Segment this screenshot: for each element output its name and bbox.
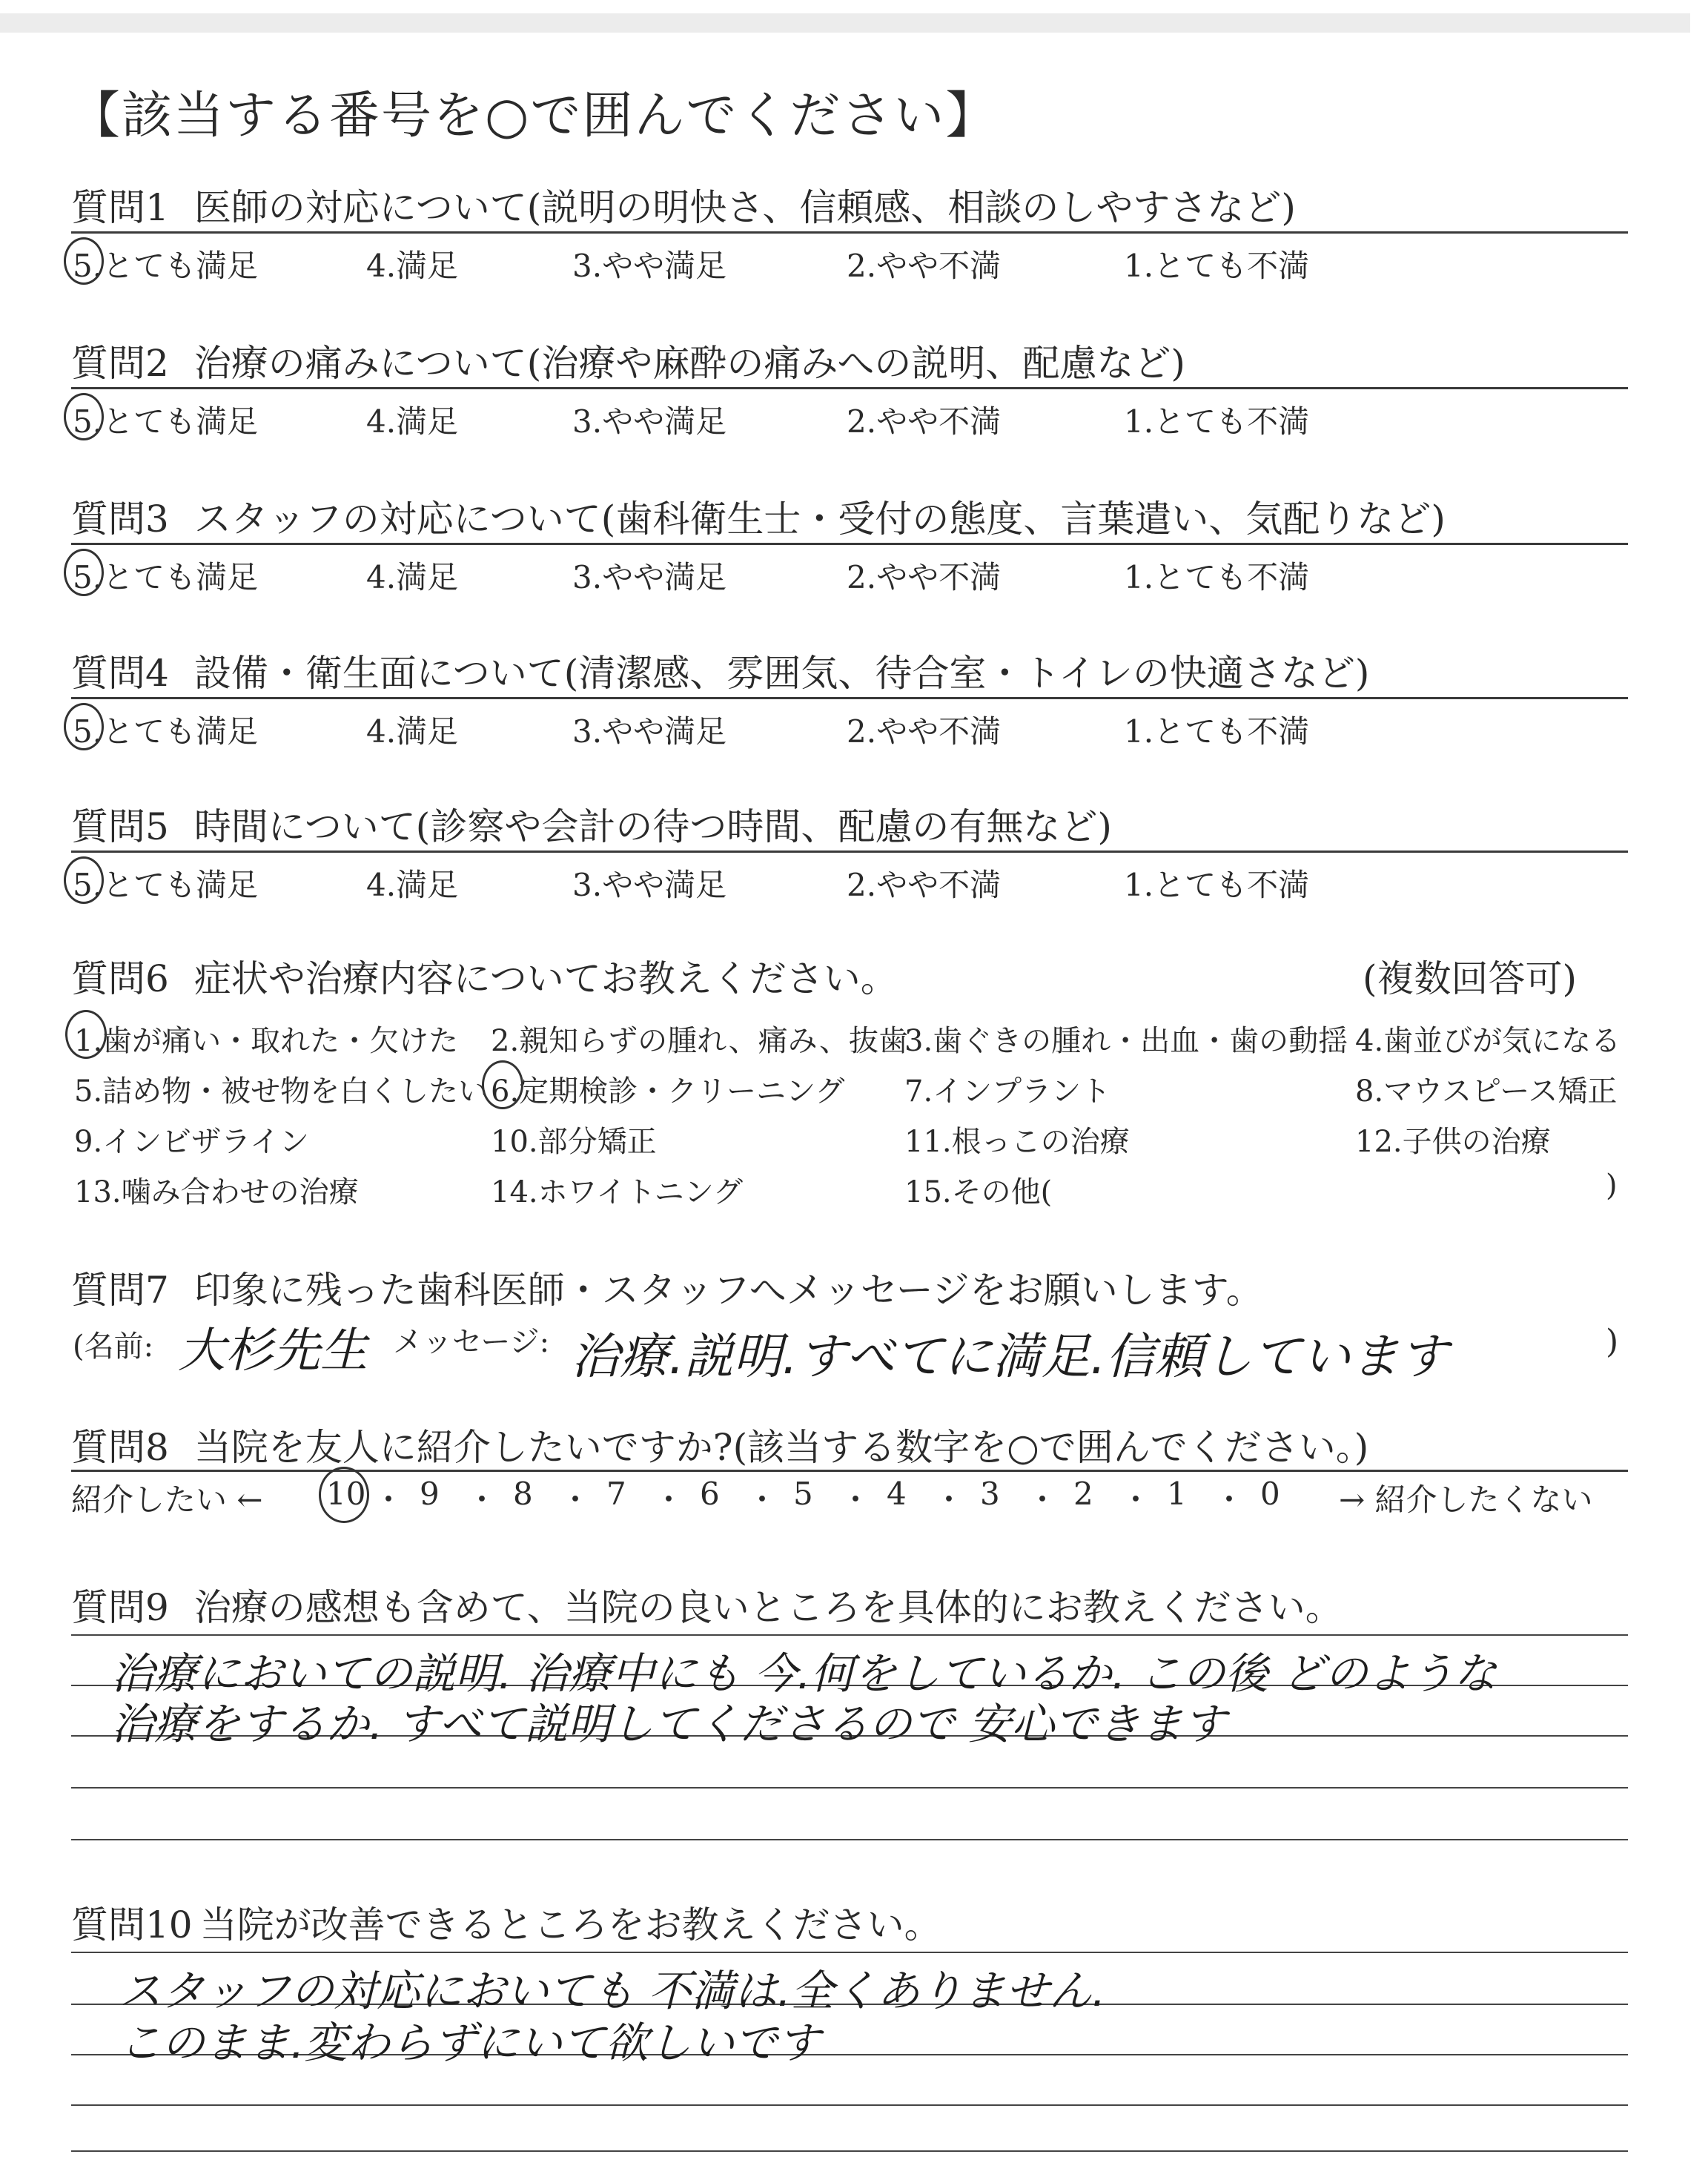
q8-label xyxy=(71,1418,1368,1471)
selection-circle xyxy=(64,703,104,750)
q6-option[interactable]: 15.その他( xyxy=(904,1175,1053,1209)
q10-line xyxy=(71,2104,1628,2106)
q3-label xyxy=(71,489,1446,543)
q7-text: 印象に残った歯科医師・スタッフへメッセージをお願いします。 xyxy=(193,1269,1263,1312)
q6-option[interactable]: 14.ホワイトニング xyxy=(491,1175,744,1209)
q6-option[interactable]: 8.マウスピース矯正 xyxy=(1355,1074,1618,1109)
q9-line xyxy=(71,1839,1628,1840)
q6-option[interactable]: 2.親知らずの腫れ、痛み、抜歯 xyxy=(491,1024,908,1058)
selection-circle xyxy=(64,393,104,440)
q7-label xyxy=(71,1261,1263,1314)
selection-circle xyxy=(482,1060,523,1109)
q6-option[interactable]: 6.定期検診・クリーニング xyxy=(491,1074,845,1109)
q10-answer-line: このまま.変わらずにいて欲しいです xyxy=(119,2018,821,2068)
scale-separator: ・ xyxy=(466,1482,498,1518)
scale-value[interactable]: 6 xyxy=(700,1476,720,1512)
rating-option[interactable]: 2.やや不満 xyxy=(847,713,1002,750)
rating-option[interactable]: 2.やや不満 xyxy=(847,248,1002,284)
scale-value[interactable]: 9 xyxy=(420,1476,440,1512)
rating-option[interactable]: 4.満足 xyxy=(366,559,459,595)
q3-text: スタッフの対応について(歯科衛生士・受付の態度、言葉遣い、気配りなど) xyxy=(193,498,1446,541)
q1-label xyxy=(71,178,1296,231)
rating-option[interactable]: 1.とても不満 xyxy=(1124,403,1310,440)
rating-option[interactable]: 5.とても満足 xyxy=(73,713,259,750)
q6-number: 質問6 xyxy=(71,957,169,1000)
rating-option[interactable]: 2.やや不満 xyxy=(847,559,1002,595)
q6-other-close-paren: ) xyxy=(1606,1169,1618,1203)
q10-answer-line: スタッフの対応においても 不満は.全くありません. xyxy=(119,1966,1106,2016)
rating-option[interactable]: 5.とても満足 xyxy=(73,248,259,284)
rating-option[interactable]: 1.とても不満 xyxy=(1124,248,1310,284)
q6-option[interactable]: 1.歯が痛い・取れた・欠けた xyxy=(74,1024,459,1058)
scale-value[interactable]: 7 xyxy=(606,1476,626,1512)
q9-answer-line: 治療においての説明. 治療中にも 今.何をしているか. この後 どのような xyxy=(111,1648,1497,1699)
selection-circle xyxy=(64,237,104,285)
rating-option[interactable]: 4.満足 xyxy=(366,248,459,284)
q4-number: 質問4 xyxy=(71,652,169,695)
scale-value[interactable]: 4 xyxy=(887,1476,907,1512)
q9-label xyxy=(71,1578,1343,1631)
scale-value[interactable]: 10 xyxy=(326,1476,366,1512)
q10-text: 当院が改善できるところをお教えください。 xyxy=(199,1903,941,1946)
q1-rule xyxy=(71,231,1628,234)
scale-separator: ・ xyxy=(1027,1482,1059,1518)
q8-text: 当院を友人に紹介したいですか?(該当する数字を○で囲んでください。) xyxy=(193,1426,1369,1469)
scale-value[interactable]: 1 xyxy=(1167,1476,1187,1512)
q6-option[interactable]: 11.根っこの治療 xyxy=(904,1125,1130,1159)
rating-option[interactable]: 5.とても満足 xyxy=(73,559,259,595)
q5-rule xyxy=(71,851,1628,853)
rating-option[interactable]: 3.やや満足 xyxy=(572,559,727,595)
q6-option[interactable]: 7.インプラント xyxy=(904,1074,1111,1109)
q2-rule xyxy=(71,387,1628,389)
q9-line xyxy=(71,1634,1628,1636)
scale-separator: ・ xyxy=(653,1482,685,1518)
scan-edge xyxy=(0,13,1690,33)
q7-close-paren: ) xyxy=(1606,1323,1619,1361)
q7-message-label: メッセージ: xyxy=(393,1325,550,1359)
scale-separator: ・ xyxy=(1214,1482,1245,1518)
rating-option[interactable]: 1.とても不満 xyxy=(1124,713,1310,750)
rating-option[interactable]: 5.とても満足 xyxy=(73,403,259,440)
rating-option[interactable]: 3.やや満足 xyxy=(572,867,727,903)
q9-text: 治療の感想も含めて、当院の良いところを具体的にお教えください。 xyxy=(193,1586,1343,1629)
selection-circle xyxy=(65,1010,107,1059)
rating-option[interactable]: 1.とても不満 xyxy=(1124,867,1310,903)
scale-value[interactable]: 2 xyxy=(1073,1476,1093,1512)
q8-number: 質問8 xyxy=(71,1426,169,1469)
rating-option[interactable]: 5.とても満足 xyxy=(73,867,259,903)
q9-line xyxy=(71,1787,1628,1789)
scale-separator: ・ xyxy=(560,1482,592,1518)
q6-note: (複数回答可) xyxy=(1363,957,1578,1000)
q6-option[interactable]: 5.詰め物・被せ物を白くしたい xyxy=(74,1074,489,1109)
q8-left-label: 紹介したい ← xyxy=(71,1482,263,1518)
scale-value[interactable]: 5 xyxy=(793,1476,813,1512)
rating-option[interactable]: 4.満足 xyxy=(366,403,459,440)
q7-name-label: (名前: xyxy=(73,1330,154,1364)
selection-circle xyxy=(64,549,104,596)
q6-option[interactable]: 3.歯ぐきの腫れ・出血・歯の動揺 xyxy=(904,1024,1348,1058)
q1-text: 医師の対応について(説明の明快さ、信頼感、相談のしやすさなど) xyxy=(193,186,1296,229)
scale-separator: ・ xyxy=(1120,1482,1152,1518)
q6-option[interactable]: 9.インビザライン xyxy=(74,1125,309,1159)
q6-option[interactable]: 4.歯並びが気になる xyxy=(1355,1024,1621,1058)
q10-line xyxy=(71,2150,1628,2152)
q3-rule xyxy=(71,543,1628,545)
scale-value[interactable]: 3 xyxy=(980,1476,1000,1512)
q2-text: 治療の痛みについて(治療や麻酔の痛みへの説明、配慮など) xyxy=(193,342,1185,385)
q2-label xyxy=(71,334,1185,387)
q7-name-value: 大杉先生 xyxy=(178,1324,368,1378)
q9-answer-line: 治療をするか. すべて説明してくださるので 安心できます xyxy=(111,1699,1227,1749)
scale-separator: ・ xyxy=(933,1482,965,1518)
q6-label xyxy=(71,949,898,1003)
rating-option[interactable]: 4.満足 xyxy=(366,713,459,750)
scale-value[interactable]: 8 xyxy=(513,1476,533,1512)
q10-number: 質問10 xyxy=(71,1903,193,1946)
q8-right-label: → 紹介したくない xyxy=(1339,1482,1593,1518)
rating-option[interactable]: 3.やや満足 xyxy=(572,248,727,284)
page-title: 【該当する番号を○で囲んでください】 xyxy=(70,87,998,145)
rating-option[interactable]: 2.やや不満 xyxy=(847,867,1002,903)
rating-option[interactable]: 2.やや不満 xyxy=(847,403,1002,440)
scale-value[interactable]: 0 xyxy=(1260,1476,1280,1512)
q4-text: 設備・衛生面について(清潔感、雰囲気、待合室・トイレの快適さなど) xyxy=(193,652,1370,695)
scale-separator: ・ xyxy=(840,1482,872,1518)
rating-option[interactable]: 3.やや満足 xyxy=(572,713,727,750)
q6-option[interactable]: 12.子供の治療 xyxy=(1355,1125,1551,1159)
scale-separator: ・ xyxy=(747,1482,778,1518)
q3-number: 質問3 xyxy=(71,498,169,541)
q4-label xyxy=(71,644,1369,697)
q7-number: 質問7 xyxy=(71,1269,169,1312)
q5-text: 時間について(診察や会計の待つ時間、配慮の有無など) xyxy=(193,805,1112,848)
selection-circle xyxy=(64,856,104,904)
q10-line xyxy=(71,1952,1628,1953)
rating-option[interactable]: 1.とても不満 xyxy=(1124,559,1310,595)
rating-option[interactable]: 4.満足 xyxy=(366,867,459,903)
q6-text: 症状や治療内容についてお教えください。 xyxy=(193,957,898,1000)
q5-label xyxy=(71,797,1112,851)
scale-separator: ・ xyxy=(373,1482,405,1518)
q7-message-value: 治療.説明.すべてに満足.信頼しています xyxy=(571,1328,1449,1385)
q9-number: 質問9 xyxy=(71,1586,169,1629)
rating-option[interactable]: 3.やや満足 xyxy=(572,403,727,440)
q5-number: 質問5 xyxy=(71,805,169,848)
q6-option[interactable]: 13.噛み合わせの治療 xyxy=(74,1175,359,1209)
q4-rule xyxy=(71,697,1628,699)
q8-rule xyxy=(71,1470,1628,1472)
q10-label xyxy=(71,1895,941,1949)
q6-option[interactable]: 10.部分矯正 xyxy=(491,1125,657,1159)
q2-number: 質問2 xyxy=(71,342,169,385)
q1-number: 質問1 xyxy=(71,186,169,229)
selection-circle xyxy=(319,1467,369,1523)
